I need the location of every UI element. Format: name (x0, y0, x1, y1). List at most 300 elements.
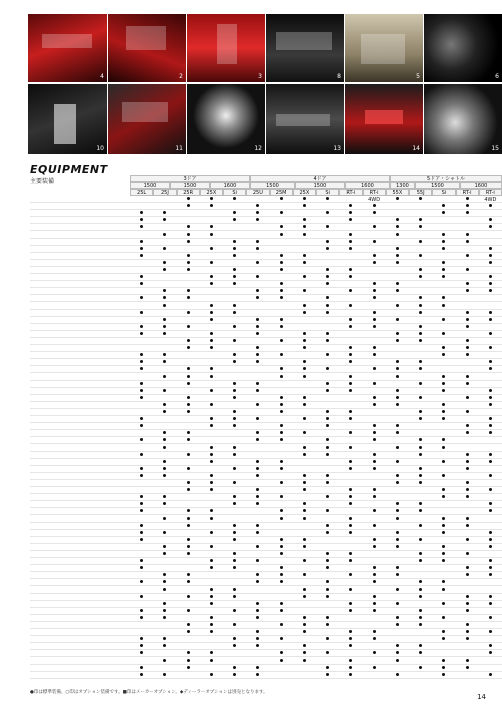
dot-mark (210, 318, 213, 321)
dot-mark (326, 524, 329, 527)
dot-mark (187, 367, 190, 370)
dot-mark (466, 453, 469, 456)
dot-mark (419, 438, 422, 441)
dot-mark (442, 438, 445, 441)
dot-mark (349, 502, 352, 505)
dot-mark (326, 552, 329, 555)
dot-mark (349, 360, 352, 363)
dot-mark (140, 275, 143, 278)
dot-mark (210, 474, 213, 477)
dot-mark (489, 225, 492, 228)
dot-mark (256, 495, 259, 498)
dot-mark (396, 659, 399, 662)
photo-number: 10 (96, 145, 104, 152)
dot-mark (396, 651, 399, 654)
dot-mark (326, 339, 329, 342)
dot-mark (280, 410, 283, 413)
dot-mark (280, 545, 283, 548)
dot-mark (303, 616, 306, 619)
dot-mark (442, 410, 445, 413)
dot-mark (489, 630, 492, 633)
dot-mark (466, 602, 469, 605)
dot-mark (140, 254, 143, 257)
dot-mark (210, 566, 213, 569)
dot-mark (373, 325, 376, 328)
dot-mark (233, 531, 236, 534)
dot-mark (489, 389, 492, 392)
dot-mark (466, 289, 469, 292)
dot-mark (163, 360, 166, 363)
engine-header: 1500 (170, 182, 210, 189)
dot-mark (466, 517, 469, 520)
dot-mark (489, 318, 492, 321)
dot-mark (442, 261, 445, 264)
dot-mark (187, 431, 190, 434)
photo-3 (187, 14, 265, 82)
dot-mark (233, 339, 236, 342)
dot-mark (210, 346, 213, 349)
dot-mark (163, 389, 166, 392)
dot-mark (396, 502, 399, 505)
dot-mark (419, 502, 422, 505)
engine-header: 1600 (460, 182, 502, 189)
dot-mark (280, 289, 283, 292)
dot-mark (419, 524, 422, 527)
dot-mark (210, 460, 213, 463)
dot-mark (489, 651, 492, 654)
dot-mark (210, 311, 213, 314)
dot-mark (140, 240, 143, 243)
dot-mark (373, 382, 376, 385)
dot-mark (187, 517, 190, 520)
dot-mark (349, 673, 352, 676)
dot-mark (233, 211, 236, 214)
dot-mark (373, 524, 376, 527)
dot-mark (233, 275, 236, 278)
dot-mark (303, 595, 306, 598)
dot-mark (256, 332, 259, 335)
dot-mark (489, 424, 492, 427)
dot-mark (163, 438, 166, 441)
dot-mark (396, 254, 399, 257)
dot-mark (489, 254, 492, 257)
dot-mark (187, 396, 190, 399)
dot-mark (303, 254, 306, 257)
dot-mark (280, 431, 283, 434)
dot-mark (419, 225, 422, 228)
photo-6 (424, 14, 502, 82)
photo-12 (187, 84, 265, 154)
dot-mark (349, 417, 352, 420)
dot-mark (140, 509, 143, 512)
dot-mark (280, 538, 283, 541)
dot-mark (210, 659, 213, 662)
dot-mark (326, 367, 329, 370)
dot-mark (210, 517, 213, 520)
dot-mark (349, 588, 352, 591)
dot-mark (210, 389, 213, 392)
dot-mark (396, 261, 399, 264)
grade-header: 25L (130, 189, 153, 196)
dot-mark (187, 509, 190, 512)
dot-mark (349, 211, 352, 214)
dot-mark (419, 304, 422, 307)
dot-mark (233, 588, 236, 591)
dot-mark (466, 240, 469, 243)
dot-mark (373, 460, 376, 463)
dot-mark (140, 247, 143, 250)
dot-mark (489, 247, 492, 250)
dot-mark (489, 218, 492, 221)
dot-mark (163, 247, 166, 250)
grade-header: 25M (270, 189, 293, 196)
dot-mark (140, 396, 143, 399)
dot-mark (233, 311, 236, 314)
dot-mark (466, 623, 469, 626)
footnote: ●印は標準装備、○印はオプション装備です。■印はメーカーオプション。◆ディーラーオプションは別売となります。 (30, 690, 268, 695)
dot-mark (489, 289, 492, 292)
dot-mark (140, 637, 143, 640)
grade-header: RT-i (456, 189, 479, 196)
dot-mark (187, 481, 190, 484)
dot-mark (256, 580, 259, 583)
dot-mark (140, 382, 143, 385)
dot-mark (233, 304, 236, 307)
dot-mark (256, 545, 259, 548)
dot-mark (210, 375, 213, 378)
dot-mark (326, 637, 329, 640)
dot-mark (163, 296, 166, 299)
dot-mark (489, 460, 492, 463)
dot-mark (326, 623, 329, 626)
dot-mark (489, 616, 492, 619)
dot-mark (466, 666, 469, 669)
dot-mark (280, 573, 283, 576)
dot-mark (419, 254, 422, 257)
dot-mark (396, 474, 399, 477)
dot-mark (396, 623, 399, 626)
dot-mark (256, 346, 259, 349)
dot-mark (256, 673, 259, 676)
dot-mark (187, 630, 190, 633)
dot-mark (163, 446, 166, 449)
dot-mark (256, 630, 259, 633)
grade-header: RT-i (339, 189, 362, 196)
dot-mark (349, 573, 352, 576)
dot-mark (256, 275, 259, 278)
dot-mark (233, 481, 236, 484)
dot-mark (349, 275, 352, 278)
dot-mark (303, 225, 306, 228)
dot-mark (396, 289, 399, 292)
dot-mark (303, 488, 306, 491)
dot-mark (163, 495, 166, 498)
dot-mark (442, 637, 445, 640)
dot-mark (419, 552, 422, 555)
photo-15 (424, 84, 502, 154)
dot-mark (280, 254, 283, 257)
dot-mark (489, 502, 492, 505)
dot-mark (466, 538, 469, 541)
dot-mark (140, 495, 143, 498)
dot-mark (303, 417, 306, 420)
dot-mark (466, 346, 469, 349)
dot-mark (466, 460, 469, 463)
dot-mark (256, 609, 259, 612)
dot-mark (466, 339, 469, 342)
dot-mark (349, 637, 352, 640)
dot-mark (373, 311, 376, 314)
dot-mark (280, 517, 283, 520)
dot-mark (419, 240, 422, 243)
dot-mark (210, 417, 213, 420)
dot-mark (233, 360, 236, 363)
dot-mark (256, 573, 259, 576)
dot-mark (280, 509, 283, 512)
dot-mark (419, 218, 422, 221)
dot-mark (349, 346, 352, 349)
dot-mark (187, 595, 190, 598)
dot-mark (140, 616, 143, 619)
dot-mark (280, 296, 283, 299)
dot-mark (256, 211, 259, 214)
dot-mark (442, 517, 445, 520)
dot-mark (210, 304, 213, 307)
dot-mark (466, 268, 469, 271)
dot-mark (442, 204, 445, 207)
dot-mark (303, 367, 306, 370)
dot-mark (303, 474, 306, 477)
engine-header: 1500 (130, 182, 170, 189)
dot-mark (256, 666, 259, 669)
dot-mark (233, 282, 236, 285)
dot-mark (210, 204, 213, 207)
dot-mark (466, 353, 469, 356)
dot-mark (349, 382, 352, 385)
dot-mark (349, 204, 352, 207)
dot-mark (256, 382, 259, 385)
dot-mark (373, 211, 376, 214)
dot-mark (233, 453, 236, 456)
dot-mark (280, 460, 283, 463)
dot-mark (466, 396, 469, 399)
dot-mark (256, 261, 259, 264)
dot-mark (210, 275, 213, 278)
dot-mark (187, 410, 190, 413)
dot-mark (326, 559, 329, 562)
dot-mark (256, 616, 259, 619)
dot-mark (303, 538, 306, 541)
dot-mark (233, 495, 236, 498)
dot-mark (489, 360, 492, 363)
dot-mark (349, 517, 352, 520)
dot-mark (349, 247, 352, 250)
dot-mark (466, 211, 469, 214)
dot-mark (187, 240, 190, 243)
dot-mark (466, 566, 469, 569)
dot-mark (303, 659, 306, 662)
dot-mark (396, 431, 399, 434)
dot-mark (349, 353, 352, 356)
dot-mark (396, 602, 399, 605)
dot-mark (256, 325, 259, 328)
dot-mark (466, 431, 469, 434)
grade-header: 55J (409, 189, 432, 196)
dot-mark (210, 247, 213, 250)
dot-mark (373, 353, 376, 356)
dot-mark (396, 573, 399, 576)
dot-mark (280, 375, 283, 378)
photo-8 (266, 14, 344, 82)
dot-mark (210, 233, 213, 236)
dot-mark (163, 573, 166, 576)
dot-mark (466, 573, 469, 576)
dot-mark (233, 595, 236, 598)
dot-mark (303, 375, 306, 378)
dot-mark (256, 403, 259, 406)
dot-mark (163, 588, 166, 591)
grade-header: Si (316, 189, 339, 196)
dot-mark (256, 488, 259, 491)
dot-mark (442, 375, 445, 378)
dot-mark (140, 417, 143, 420)
grade-header: 25X (293, 189, 316, 196)
dot-mark (326, 282, 329, 285)
dot-mark (466, 552, 469, 555)
equipment-subtitle: 主要装備 (30, 178, 55, 185)
dot-mark (489, 545, 492, 548)
dot-mark (326, 410, 329, 413)
dot-mark (163, 517, 166, 520)
dot-mark (326, 417, 329, 420)
photo-4 (28, 14, 107, 82)
dot-mark (489, 474, 492, 477)
dot-mark (373, 282, 376, 285)
dot-mark (280, 651, 283, 654)
dot-mark (349, 602, 352, 605)
dot-mark (326, 580, 329, 583)
dot-mark (373, 453, 376, 456)
dot-mark (256, 474, 259, 477)
dot-mark (280, 233, 283, 236)
dot-mark (280, 197, 283, 200)
dot-mark (466, 659, 469, 662)
dot-mark (373, 666, 376, 669)
dot-mark (419, 538, 422, 541)
dot-mark (442, 616, 445, 619)
dot-mark (280, 318, 283, 321)
dot-mark (466, 375, 469, 378)
dot-mark (349, 325, 352, 328)
dot-mark (163, 233, 166, 236)
dot-mark (233, 240, 236, 243)
dot-mark (326, 438, 329, 441)
dot-mark (303, 218, 306, 221)
dot-mark (326, 311, 329, 314)
dot-mark (303, 275, 306, 278)
dot-mark (163, 460, 166, 463)
dot-mark (280, 580, 283, 583)
dot-mark (187, 573, 190, 576)
photo-number: 8 (337, 73, 341, 80)
dot-mark (419, 651, 422, 654)
dot-mark (373, 346, 376, 349)
dot-mark (187, 197, 190, 200)
dot-mark (163, 609, 166, 612)
dot-mark (303, 559, 306, 562)
dot-mark (326, 382, 329, 385)
dot-mark (140, 474, 143, 477)
dot-mark (303, 453, 306, 456)
dot-mark (210, 197, 213, 200)
grade-header: Si (432, 189, 455, 196)
dot-mark (349, 488, 352, 491)
dot-mark (163, 552, 166, 555)
dot-mark (349, 666, 352, 669)
dot-mark (163, 261, 166, 264)
dot-mark (373, 573, 376, 576)
dot-mark (442, 460, 445, 463)
dot-mark (442, 552, 445, 555)
dot-mark (396, 481, 399, 484)
dot-mark (140, 644, 143, 647)
dot-mark (419, 197, 422, 200)
dot-mark (489, 673, 492, 676)
dot-mark (233, 410, 236, 413)
engine-header: 1500 (250, 182, 295, 189)
engine-header: 1300 (390, 182, 415, 189)
dot-mark (442, 346, 445, 349)
dot-mark (489, 602, 492, 605)
dot-mark (140, 453, 143, 456)
dot-mark (303, 502, 306, 505)
photo-number: 13 (333, 145, 341, 152)
dot-mark (163, 318, 166, 321)
dot-mark (396, 616, 399, 619)
dot-mark (489, 538, 492, 541)
dot-mark (489, 261, 492, 264)
dot-mark (442, 268, 445, 271)
dot-mark (419, 332, 422, 335)
dot-mark (233, 325, 236, 328)
dot-mark (442, 630, 445, 633)
dot-mark (280, 268, 283, 271)
photo-number: 3 (258, 73, 262, 80)
dot-mark (396, 538, 399, 541)
dot-mark (303, 289, 306, 292)
dot-mark (187, 651, 190, 654)
dot-mark (210, 367, 213, 370)
dot-mark (163, 268, 166, 271)
dot-mark (396, 360, 399, 363)
dot-mark (419, 666, 422, 669)
dot-mark (442, 588, 445, 591)
dot-mark (187, 623, 190, 626)
dot-mark (396, 446, 399, 449)
dot-mark (210, 602, 213, 605)
dot-mark (326, 531, 329, 534)
dot-mark (280, 325, 283, 328)
dot-mark (233, 502, 236, 505)
dot-mark (303, 304, 306, 307)
dot-mark (140, 367, 143, 370)
dot-mark (419, 580, 422, 583)
dot-mark (233, 566, 236, 569)
dot-mark (466, 382, 469, 385)
dot-mark (210, 595, 213, 598)
dot-mark (210, 509, 213, 512)
dot-mark (489, 509, 492, 512)
